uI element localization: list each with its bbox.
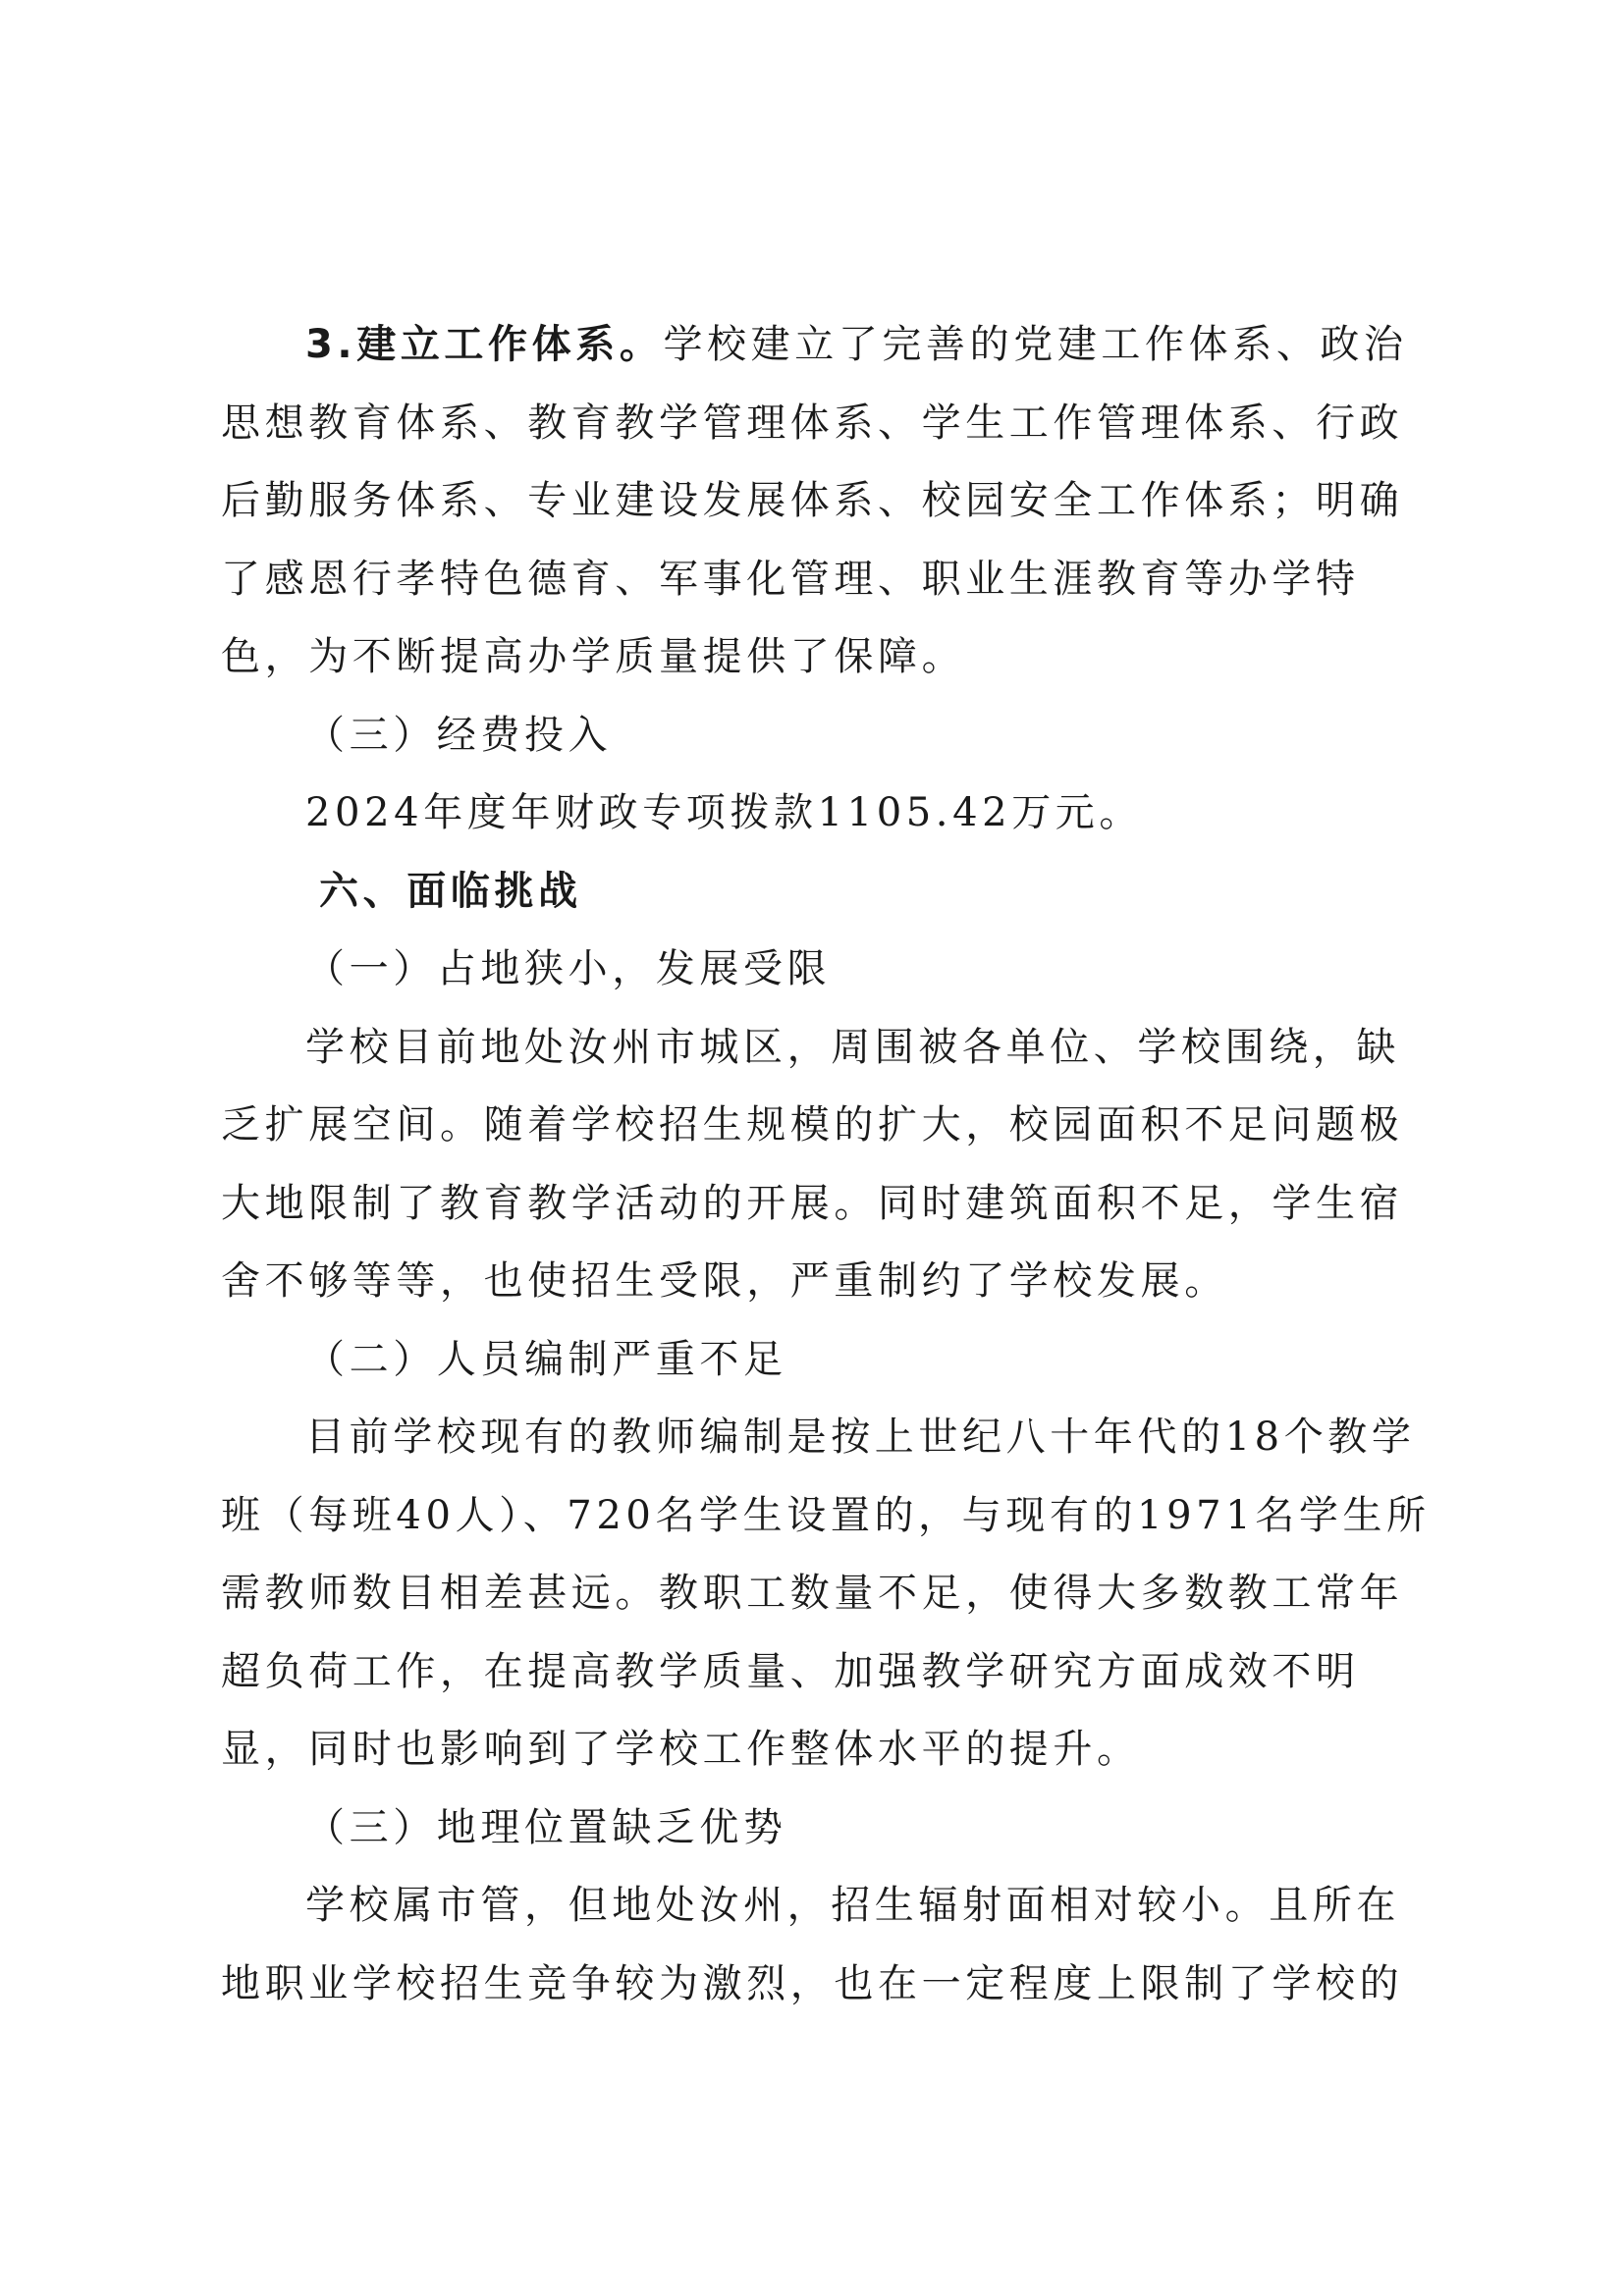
- subheading-funding: （三）经费投入: [305, 712, 613, 758]
- paragraph-line: 舍不够等等，也使招生受限，严重制约了学校发展。: [221, 1258, 1228, 1304]
- subheading-land: （一）占地狭小，发展受限: [305, 946, 832, 991]
- paragraph-work-system-line: [221, 306, 1408, 385]
- paragraph-line: 乏扩展空间。随着学校招生规模的扩大，校园面积不足问题极: [221, 1102, 1404, 1148]
- section-heading-challenges: 六、面临挑战: [319, 868, 582, 914]
- document-body: [221, 306, 1431, 2023]
- paragraph-line: 学校目前地处汝州市城区，周围被各单位、学校围绕，缺: [305, 1024, 1400, 1070]
- paragraph-funding: 2024年度年财政专项拨款1105.42万元。: [305, 790, 1144, 835]
- paragraph-line: 思想教育体系、教育教学管理体系、学生工作管理体系、行政: [221, 400, 1404, 446]
- paragraph-line: 显，同时也影响到了学校工作整体水平的提升。: [221, 1727, 1141, 1772]
- work-system-text: 学校建立了完善的党建工作体系、政治: [663, 322, 1408, 367]
- paragraph-line: 地职业学校招生竞争较为激烈，也在一定程度上限制了学校的: [221, 1960, 1404, 2006]
- subheading-staff: （二）人员编制严重不足: [305, 1336, 787, 1382]
- paragraph-line: 色，为不断提高办学质量提供了保障。: [221, 634, 966, 679]
- paragraph-line: 超负荷工作，在提高教学质量、加强教学研究方面成效不明: [221, 1648, 1360, 1694]
- paragraph-line: 了感恩行孝特色德育、军事化管理、职业生涯教育等办学特: [221, 556, 1360, 602]
- paragraph-line: 班（每班40人）、720名学生设置的，与现有的1971名学生所: [221, 1492, 1431, 1538]
- subheading-location: （三）地理位置缺乏优势: [305, 1804, 787, 1850]
- paragraph-line: 大地限制了教育教学活动的开展。同时建筑面积不足，学生宿: [221, 1180, 1404, 1226]
- paragraph-line: 需教师数目相差甚远。教职工数量不足，使得大多数教工常年: [221, 1571, 1404, 1616]
- work-system-lead: 3.建立工作体系。: [305, 322, 664, 367]
- paragraph-line: 学校属市管，但地处汝州，招生辐射面相对较小。且所在: [305, 1883, 1400, 1928]
- paragraph-line: 目前学校现有的教师编制是按上世纪八十年代的18个教学: [305, 1415, 1416, 1460]
- paragraph-line: 后勤服务体系、专业建设发展体系、校园安全工作体系；明确: [221, 478, 1404, 523]
